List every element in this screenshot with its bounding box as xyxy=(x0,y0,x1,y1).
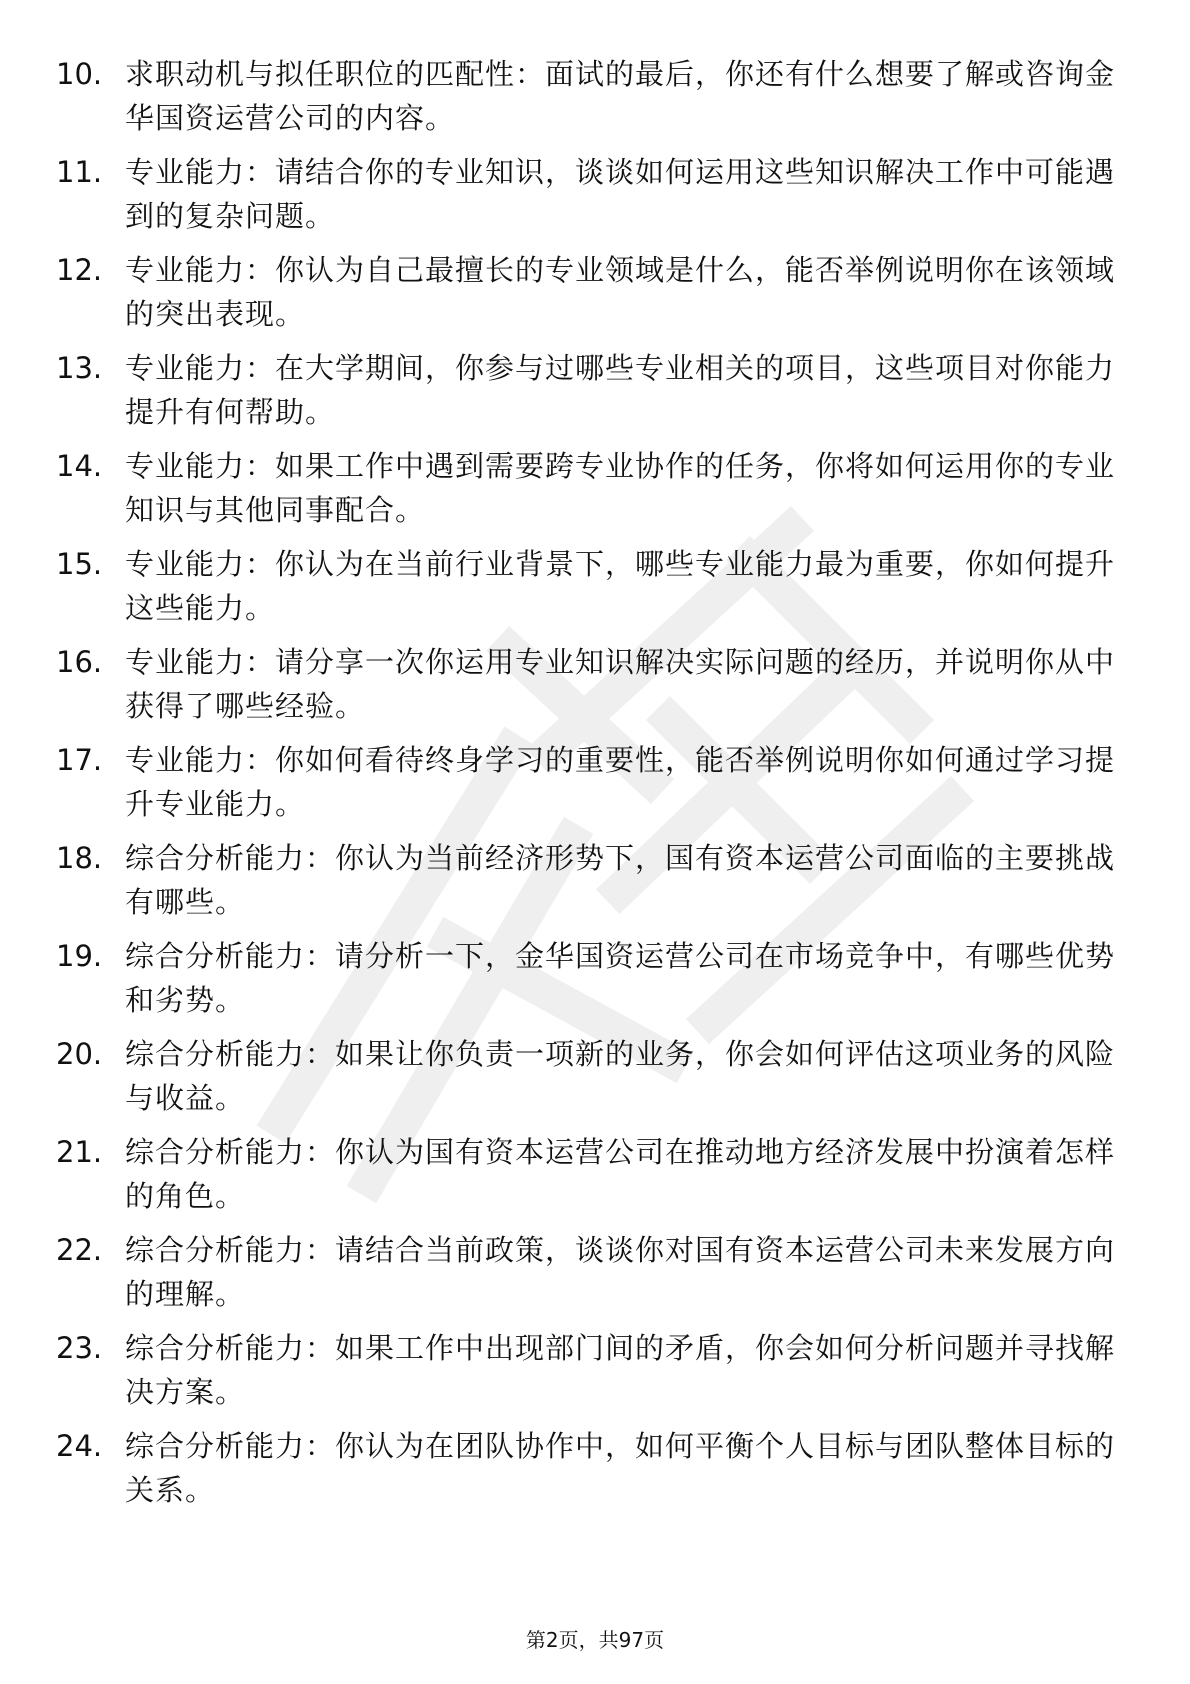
question-number: 14. xyxy=(56,449,103,483)
page-number-label: 第2页，共97页 xyxy=(525,1628,665,1652)
question-item xyxy=(0,1130,1190,1228)
question-item xyxy=(0,1032,1190,1130)
question-item xyxy=(0,836,1190,934)
question-text: 综合分析能力：你认为在团队协作中，如何平衡个人目标与团队整体目标的关系。 xyxy=(125,1429,1116,1507)
question-number: 22. xyxy=(56,1233,103,1267)
question-number: 12. xyxy=(56,253,103,287)
question-number: 16. xyxy=(56,645,103,679)
page-footer xyxy=(0,1626,1190,1654)
question-item xyxy=(0,248,1190,346)
question-text: 综合分析能力：请分析一下，金华国资运营公司在市场竞争中，有哪些优势和劣势。 xyxy=(125,939,1116,1017)
question-text: 专业能力：你认为自己最擅长的专业领域是什么，能否举例说明你在该领域的突出表现。 xyxy=(125,253,1116,331)
question-item xyxy=(0,346,1190,444)
question-item xyxy=(0,1326,1190,1424)
question-text: 求职动机与拟任职位的匹配性：面试的最后，你还有什么想要了解或咨询金华国资运营公司的内容。 xyxy=(125,57,1116,135)
question-number: 19. xyxy=(56,939,103,973)
question-text: 专业能力：你认为在当前行业背景下，哪些专业能力最为重要，你如何提升这些能力。 xyxy=(125,547,1116,625)
question-number: 18. xyxy=(56,841,103,875)
question-text: 综合分析能力：你认为国有资本运营公司在推动地方经济发展中扮演着怎样的角色。 xyxy=(125,1135,1116,1213)
question-number: 15. xyxy=(56,547,103,581)
question-text: 综合分析能力：你认为当前经济形势下，国有资本运营公司面临的主要挑战有哪些。 xyxy=(125,841,1116,919)
question-number: 10. xyxy=(56,57,103,91)
question-text: 专业能力：如果工作中遇到需要跨专业协作的任务，你将如何运用你的专业知识与其他同事配合。 xyxy=(125,449,1116,527)
question-text: 综合分析能力：如果工作中出现部门间的矛盾，你会如何分析问题并寻找解决方案。 xyxy=(125,1331,1116,1409)
question-text: 专业能力：请结合你的专业知识，谈谈如何运用这些知识解决工作中可能遇到的复杂问题。 xyxy=(125,155,1116,233)
question-item xyxy=(0,1424,1190,1522)
question-number: 21. xyxy=(56,1135,103,1169)
question-number: 13. xyxy=(56,351,103,385)
question-text: 综合分析能力：请结合当前政策，谈谈你对国有资本运营公司未来发展方向的理解。 xyxy=(125,1233,1116,1311)
question-item xyxy=(0,640,1190,738)
question-item xyxy=(0,52,1190,150)
question-text: 专业能力：你如何看待终身学习的重要性，能否举例说明你如何通过学习提升专业能力。 xyxy=(125,743,1116,821)
question-item xyxy=(0,738,1190,836)
question-list xyxy=(0,52,1190,1522)
question-item xyxy=(0,444,1190,542)
question-number: 20. xyxy=(56,1037,103,1071)
question-item xyxy=(0,1228,1190,1326)
question-text: 专业能力：请分享一次你运用专业知识解决实际问题的经历，并说明你从中获得了哪些经验。 xyxy=(125,645,1116,723)
question-text: 综合分析能力：如果让你负责一项新的业务，你会如何评估这项业务的风险与收益。 xyxy=(125,1037,1116,1115)
question-number: 24. xyxy=(56,1429,103,1463)
question-number: 11. xyxy=(56,155,103,189)
question-number: 23. xyxy=(56,1331,103,1365)
question-item xyxy=(0,934,1190,1032)
question-number: 17. xyxy=(56,743,103,777)
question-text: 专业能力：在大学期间，你参与过哪些专业相关的项目，这些项目对你能力提升有何帮助。 xyxy=(125,351,1116,429)
question-item xyxy=(0,542,1190,640)
question-item xyxy=(0,150,1190,248)
